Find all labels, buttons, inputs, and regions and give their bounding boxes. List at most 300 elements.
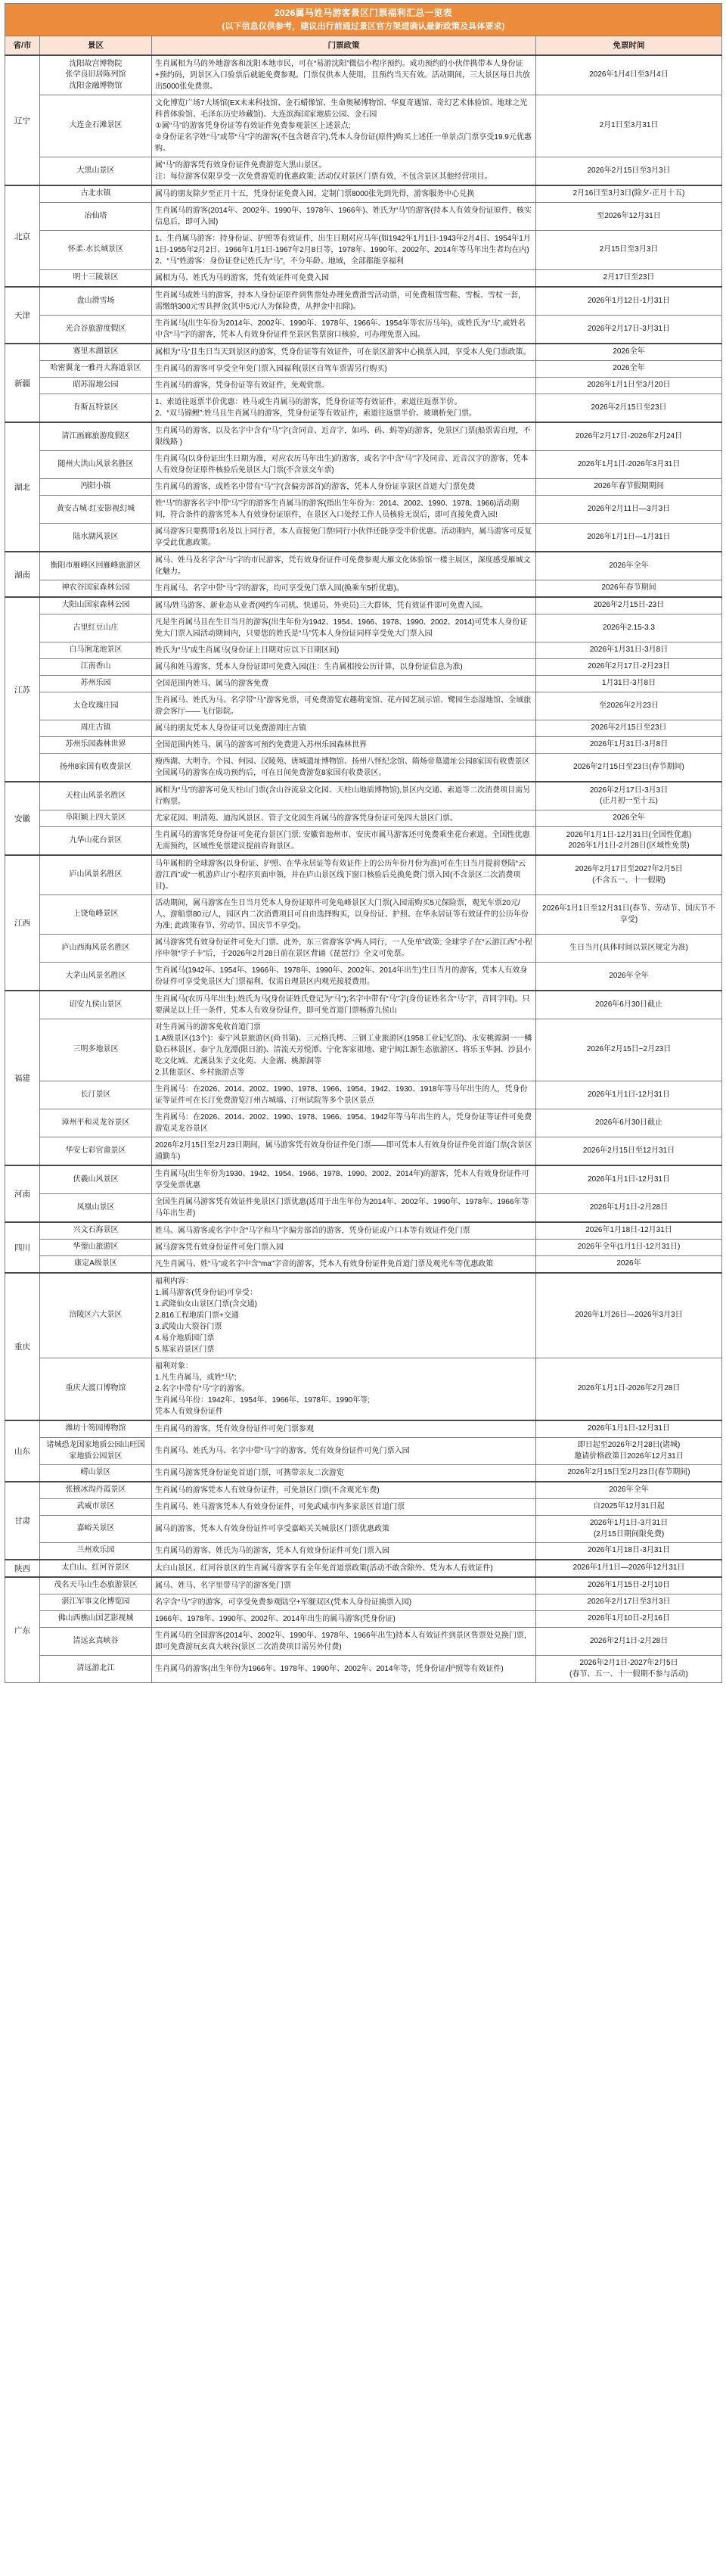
period-cell	[536, 935, 722, 963]
policy-line: 属马、姓马及名字含“马”字的市民游客，凭有效身份证件可免费参观大雁文化体验馆一楼主展区，深度感受雁城文化魅力。	[155, 556, 531, 577]
table-row	[5, 55, 722, 95]
scenic-cell	[40, 524, 152, 552]
table-row	[5, 810, 722, 827]
table-row	[5, 203, 722, 231]
period-line: 2026年1月15日-2月10日	[588, 1581, 670, 1590]
scenic-cell	[40, 1109, 152, 1137]
period-cell	[536, 496, 722, 524]
period-cell	[536, 231, 722, 270]
policy-cell	[152, 1165, 536, 1194]
scenic-line: 张掖冰沟丹霞景区	[65, 1486, 126, 1495]
policy-line: 太白山景区、红河谷景区的生肖属马游客享有全年免首道票政策(活动不敢含除外、凭为本人有效证件)	[155, 1564, 493, 1573]
policy-line: 属相为马、姓氏为马的游客，凭有效证件可免费入园	[155, 274, 329, 283]
period-line: 2026全年	[613, 347, 645, 356]
scenic-cell	[40, 895, 152, 935]
period-cell	[536, 754, 722, 782]
period-line: (春节、五一、十一假期不参与活动)	[569, 1669, 688, 1678]
scenic-line: 清江画廊旅游度假区	[61, 431, 130, 440]
policy-line: 1.属马游客(凭身份证)可享受：	[155, 1289, 257, 1298]
period-cell	[536, 157, 722, 186]
table-row	[5, 1499, 722, 1516]
policy-line: 凭本人有效身份证件	[155, 1408, 223, 1417]
policy-cell	[152, 810, 536, 827]
scenic-line: 凤凰山景区	[76, 1202, 115, 1212]
policy-line: 马年属相的全球游客(以身份证、护照、在华永居证等有效证件上的公历年份月份为准)可在生日当月提前登陆“云游江西”或“一机游庐山”小程序页面申领，并在庐山景区线下窗口核验后兑换免费门票入园(不含景区二次消费项目)。	[155, 860, 526, 891]
scenic-line: 衡阳市雁峰区回雁峰旅游区	[50, 561, 141, 570]
period-line: 2026年2月15日至23日(春节期间)	[573, 762, 684, 771]
policy-line: 属马/姓马游客、新业态从业者(网约车司机、快递员、外卖员)三大群体，凭有效证件即可免费入园。	[155, 602, 488, 611]
table-row	[5, 1273, 722, 1358]
policy-cell	[152, 95, 536, 157]
period-line: 2026年2月1日-2027年2月5日	[579, 1659, 678, 1668]
scenic-line: 古北水镇	[80, 189, 111, 198]
policy-cell	[152, 782, 536, 810]
scenic-cell	[40, 1165, 152, 1194]
period-cell	[536, 827, 722, 856]
scenic-line: 光合谷旅游度假区	[65, 324, 126, 333]
table-row	[5, 95, 722, 157]
period-line: 2026年2月17日-3月3日	[589, 786, 669, 795]
policy-line: 生肖属马：在2026、2014、2002、1990、1978、1966、1954、1942年等马年出生的人，凭身份证等证件可免费游览灵龙谷景区	[155, 1113, 532, 1134]
scenic-line: 昭苏湿地公园	[73, 381, 119, 390]
scenic-line: 上饶龟峰景区	[73, 910, 119, 919]
policy-line: 全国范围内姓马、属马的游客免费	[155, 680, 268, 689]
table-row	[5, 991, 722, 1019]
policy-cell	[152, 1499, 536, 1516]
policy-cell	[152, 552, 536, 580]
period-cell	[536, 1611, 722, 1628]
scenic-cell	[40, 1516, 152, 1543]
policy-cell	[152, 692, 536, 720]
policy-line: 属马的游客，凭本人有效身份证件可享受嘉峪关关城景区门票优惠政策	[155, 1525, 389, 1534]
scenic-cell	[40, 422, 152, 451]
period-cell	[536, 394, 722, 423]
policy-cell	[152, 1438, 536, 1465]
period-line: 2026年1月31日-3月8日	[589, 740, 669, 749]
province-cell: 福建	[5, 991, 40, 1165]
policy-line: 2.其他景区、乡村旅游点等	[155, 1069, 245, 1078]
policy-cell	[152, 1109, 536, 1137]
table-row	[5, 451, 722, 479]
period-cell	[536, 720, 722, 737]
title-line-1: 2026属马姓马游客景区门票福利汇总一览表	[275, 8, 452, 18]
scenic-cell	[40, 95, 152, 157]
policy-line: 全国生肖属马游客凭有效证件免景区门票优惠(适用于出生年份为2014年、2002年、1990年、1978年、1966年等马年出生者)	[155, 1198, 529, 1218]
policy-line: 全国范围内姓马、属马的游客可预约免费进入苏州乐园森林世界	[155, 741, 367, 750]
scenic-line: 华蓥山旅游区	[73, 1243, 119, 1252]
table-row	[5, 737, 722, 754]
policy-line: 生肖属相为马的外地游客和沈阳本地市民，可在“易游沈阳”微信小程序预约。成功预约的小伙伴携带本人身份证+预约码，到景区入口验票后就能免费参观。门票仅供本人使用，且预约当天有效。活动期间，三大景区每日共放出5000张免费票。	[155, 60, 530, 92]
scenic-cell	[40, 157, 152, 186]
policy-cell	[152, 1081, 536, 1109]
scenic-cell	[40, 1560, 152, 1577]
table-row	[5, 552, 722, 580]
scenic-line: 庐山风景名胜区	[69, 870, 123, 879]
period-line: 2026年2月15日至3月3日	[587, 166, 671, 175]
policy-cell	[152, 1420, 536, 1438]
policy-line: 5.墓家岩景区门票	[155, 1346, 215, 1355]
scenic-cell	[40, 720, 152, 737]
period-line: 2月15日至3月3日	[599, 245, 659, 254]
scenic-cell	[40, 1628, 152, 1656]
scenic-cell	[40, 1273, 152, 1358]
table-row	[5, 524, 722, 552]
scenic-cell	[40, 55, 152, 95]
policy-cell	[152, 963, 536, 991]
period-cell	[536, 1482, 722, 1499]
table-row	[5, 316, 722, 344]
table-row	[5, 1577, 722, 1594]
period-line: 2026年1月1日-12月31日(全国性优惠)	[566, 830, 692, 839]
period-line: 2026年2月17日至2027年2月5日	[575, 865, 683, 874]
scenic-cell	[40, 1482, 152, 1499]
period-line: 2026年2月15日至23日	[591, 403, 667, 412]
period-line: 2026年2月17日-2月23日	[588, 662, 670, 671]
table-row	[5, 692, 722, 720]
scenic-cell	[40, 394, 152, 423]
policy-cell	[152, 55, 536, 95]
policy-line: 2、“马”姓游客：身份证登记姓氏为“马”，不分年龄、地域，全部都能享福利	[155, 257, 404, 266]
scenic-line: 诸城恐龙国家地质公园山旺国家地质公园景区	[46, 1441, 145, 1461]
table-row	[5, 361, 722, 378]
policy-line: 福利对象：	[155, 1362, 193, 1371]
period-line: 2026年2.15-3.3	[603, 623, 655, 632]
policy-cell	[152, 422, 536, 451]
period-cell	[536, 1019, 722, 1081]
period-cell	[536, 552, 722, 580]
period-line: 2026年2月17日-2026年2月24日	[575, 431, 683, 440]
period-line: 2026全年	[613, 364, 645, 373]
policy-cell	[152, 287, 536, 316]
policy-line: 生肖属马的游客，凭有效身份证件可免门票参观	[155, 1425, 314, 1434]
scenic-line: 阜阳颍上四大景区	[65, 814, 126, 823]
scenic-line: 苏州乐园	[80, 679, 111, 688]
scenic-cell	[40, 1222, 152, 1240]
period-line: 2026年1月1日-12月31日	[588, 1424, 670, 1433]
period-cell	[536, 659, 722, 676]
policy-line: 文化博览广场7大场馆(EX未来科技馆、金石蜡像馆、生命奥秘博物馆、华夏奇遇馆、奇幻艺术体验馆、地球之光科普体验馆、毛泽东历史珍藏馆)、大连滨海国家地质公园、金石园	[155, 99, 528, 120]
policy-cell	[152, 827, 536, 856]
scenic-line: 涪陵区六大景区	[69, 1311, 123, 1320]
policy-cell	[152, 1577, 536, 1594]
province-cell: 四川	[5, 1222, 40, 1273]
policy-line: 生肖属马(1942年、1954年、1966年、1978年、1990年、2002年、2014年出生)生日当月的游客，凭本人有效身份证件可享受免景区大门票福利，仅需自理景区内观光接驳费用。	[155, 966, 528, 987]
policy-line: ①属“马”的游客凭身份证等有效证件免费参观景区上述景点;	[155, 122, 351, 131]
table-row	[5, 1438, 722, 1465]
scenic-cell	[40, 1256, 152, 1274]
period-cell	[536, 1560, 722, 1577]
period-cell	[536, 1628, 722, 1656]
scenic-line: 清远玄真峡谷	[73, 1636, 119, 1645]
period-cell	[536, 316, 722, 344]
policy-line: 生肖属马的游客凭身份证可免花台景区门票; 安徽省池州市、安庆市属马游客还可免费乘坐花台索道。全国性优惠无需预约，区域性免票建议提前咨询景区。	[155, 831, 530, 851]
period-cell	[536, 344, 722, 361]
scenic-cell	[40, 1656, 152, 1683]
table-row	[5, 1628, 722, 1656]
policy-cell	[152, 378, 536, 394]
period-line: 生日当月(具体时间以景区规定为准)	[569, 943, 688, 952]
policy-line: 3.武陵山大裂谷门票	[155, 1323, 222, 1332]
policy-line: 2.名字中带有“马”字的游客。	[155, 1385, 250, 1394]
scenic-line: 大茅山风景名胜区	[65, 971, 126, 980]
policy-line: 活动期间，属马游客在生日当月凭本人身份证原件可免龟峰景区大门票(入园需购买5元保险票，观光车票20元/人、游船票80元/人，园区内二次消费项目可自由选择购买，以身份证、护照、在华永居证等有效证件的公历年份为准; 此政策春节、劳动节、国庆节不享受)。	[155, 899, 529, 931]
period-cell	[536, 1420, 722, 1438]
province-cell: 河南	[5, 1165, 40, 1222]
table-row	[5, 1256, 722, 1274]
scenic-line: 沈阳金融博物馆	[69, 81, 123, 90]
scenic-cell	[40, 203, 152, 231]
table-row	[5, 378, 722, 394]
policy-line: 注：每位游客仅限享受一次免费游览的优惠政策; 活动仅对景区门票有效，不包含景区其他经营项目。	[155, 173, 492, 182]
province-cell: 江苏	[5, 597, 40, 782]
province-cell: 陕西	[5, 1560, 40, 1577]
policy-cell	[152, 361, 536, 378]
scenic-cell	[40, 597, 152, 614]
province-cell: 江西	[5, 855, 40, 991]
policy-cell	[152, 1543, 536, 1560]
period-cell	[536, 1577, 722, 1594]
period-line: 至2026年2月23日	[599, 701, 659, 710]
period-cell	[536, 185, 722, 203]
policy-line: 生肖属马的游客，或姓名中带有“马”字(含偏旁部首)的游客，凭本人身份证享景区首道大门票免费	[155, 483, 476, 492]
scenic-cell	[40, 659, 152, 676]
table-row	[5, 1656, 722, 1683]
period-cell	[536, 1109, 722, 1137]
table-title	[5, 4, 722, 36]
policy-line: 生肖属马或姓马的游客，持本人身份证原件到售票处办理免费滑雪活动票，可免费租赁雪鞋、雪板、雪杖一套，需缴纳300元雪具押金(其中5元/人为保险费，从押金中扣除)。	[155, 291, 526, 312]
period-cell	[536, 95, 722, 157]
policy-line: 生肖属马、名字中带“马”字的游客，均可享受免门票入园(换乘车5折优惠)。	[155, 584, 404, 593]
policy-line: 福利内容：	[155, 1277, 193, 1286]
scenic-line: 扬州8家国有收费景区	[59, 762, 132, 771]
policy-cell	[152, 754, 536, 782]
policy-line: 属马和姓马游客，凭本人身份证即可免费入园(注：生肖属相按公历计算，以身份证信息为准)	[155, 663, 463, 672]
table-row	[5, 1222, 722, 1240]
title-line-2: (以下信息仅供参考，建议出行前通过景区官方渠道确认最新政策及具体要求)	[222, 21, 505, 31]
policy-line: 属相为“马”的游客可免天柱山门票(含山谷流泉文化园、天柱山地质博物馆),景区内交通、索道等二次消费项目需另行购票。	[155, 786, 531, 807]
policy-cell	[152, 614, 536, 642]
scenic-line: 大阳山国家森林公园	[61, 601, 130, 610]
period-line: 2026年1月10日-2月16日	[588, 1614, 670, 1623]
policy-line: 凡生肖属马、姓“马”或名字中含“ma”字音的游客，凭本人有效身份证件免首道门票及观光车等优惠政策	[155, 1260, 494, 1269]
period-line: 2月16日至3月3日(除夕-正月十五)	[572, 189, 685, 198]
scenic-line: 华安七彩官畲景区	[65, 1146, 126, 1155]
policy-cell	[152, 1516, 536, 1543]
period-line: 邀请价格政策日2026年12月31日	[574, 1451, 684, 1461]
policy-line: 名字含“马”字的游客，可享受免费参观陆空+军舰双区(凭本人身份证换票入园)	[155, 1598, 412, 1607]
period-cell	[536, 361, 722, 378]
period-cell	[536, 378, 722, 394]
policy-cell	[152, 1628, 536, 1656]
policy-line: 生肖属马年份：1942年、1954年、1966年、1978年、1990年等;	[155, 1396, 371, 1405]
policy-line: ②身份证名字姓“马”或带“马”字的游客(不包含谐音字),凭本人身份证(原件)购买上述任一单景点门票享受19.9元优惠购。	[155, 133, 532, 154]
scenic-cell	[40, 185, 152, 203]
policy-line: 生肖属马(农历马年出生);姓氏为马(身份证姓氏登记为“马”);名字中带有“马”字(身份证姓名含“马”字，音同字同)。只要满足以上任一条件，凭本人有效身份证件，即可免首道门票畅游九侯山	[155, 995, 530, 1016]
period-line: 2026年1月31日-3月8日	[589, 646, 669, 655]
scenic-line: 伏羲山风景区	[73, 1174, 119, 1184]
scenic-line: 陆水湖风景区	[73, 532, 119, 541]
scenic-line: 随州大洪山风景名胜区	[57, 459, 134, 468]
scenic-line: 茂名天马山生态旅游景区	[54, 1581, 138, 1590]
policy-cell	[152, 1358, 536, 1421]
period-cell	[536, 810, 722, 827]
table-row	[5, 496, 722, 524]
scenic-line: 太仓玫瑰庄园	[73, 701, 119, 710]
period-cell	[536, 614, 722, 642]
policy-line: 属马游客凭有效身份证件可免门票入园	[155, 1243, 284, 1252]
province-cell: 重庆	[5, 1273, 40, 1420]
period-line: 2026年1月1日至3月20日	[587, 381, 671, 390]
table-row	[5, 642, 722, 659]
period-line: 2026年1月12日-1月31日	[588, 296, 670, 305]
policy-cell	[152, 1019, 536, 1081]
policy-cell	[152, 659, 536, 676]
scenic-cell	[40, 614, 152, 642]
policy-cell	[152, 203, 536, 231]
scenic-line: 张学良旧居陈列馆	[65, 70, 126, 79]
scenic-line: 黄安古城·红安影视幻城	[56, 504, 135, 513]
scenic-line: 潍坊十笏园博物馆	[65, 1424, 126, 1433]
scenic-line: 武威市景区	[76, 1502, 115, 1511]
table-row	[5, 614, 722, 642]
policy-line: 属马的朋友凭本人身份证可以免费游周庄古镇	[155, 724, 306, 733]
table-row	[5, 1516, 722, 1543]
scenic-cell	[40, 287, 152, 316]
period-cell	[536, 270, 722, 288]
scenic-cell	[40, 1465, 152, 1482]
policy-cell	[152, 1465, 536, 1482]
policy-line: 生肖属马的游客(2014年、2002年、1990年、1978年、1966年)、姓氏为“马”的游客(持本人有效身份证原件，核实信息后，即可入园)	[155, 207, 532, 227]
period-line: 2026年1月1日-2026年3月31日	[577, 459, 681, 468]
scenic-line: 佛山西樵山国艺影视城	[57, 1614, 134, 1623]
scenic-line: 哈密翼龙一雅丹大海道景区	[50, 364, 141, 373]
policy-line: 姓马、属马游客或名字中含“马字和马”字偏旁部首的游客，凭身份证或户口本等有效证件免门票	[155, 1227, 470, 1236]
period-cell	[536, 1499, 722, 1516]
policy-line: 属马游客只要携带1名及以上同行者，本人直接免门票!同行小伙伴还能享受半价优惠。活动期内，属马游客可反复享受此优惠政策。	[155, 527, 532, 548]
scenic-line: 太白山、红河谷景区	[61, 1563, 130, 1573]
table-row	[5, 1465, 722, 1482]
policy-line: 生肖属马的游客可享受全年免门票入园福利(景区自驾车票需另行购买)	[155, 365, 387, 374]
policy-cell	[152, 157, 536, 186]
policy-cell	[152, 1222, 536, 1240]
period-line: 2026年全年	[609, 1486, 649, 1495]
period-line: 2026年2月15日至23日	[591, 723, 667, 733]
scenic-cell	[40, 692, 152, 720]
scenic-cell	[40, 1438, 152, 1465]
period-cell	[536, 1222, 722, 1240]
policy-line: 尤家花园、明清苑、迪沟风景区、管子文化园生肖属马的游客凭身份证可免四大景区门票。	[155, 814, 458, 823]
table-row	[5, 935, 722, 963]
scenic-cell	[40, 676, 152, 692]
period-cell	[536, 1240, 722, 1256]
policy-line: 属“马”的游客凭有效身份证件免费游览大黑山景区。	[155, 161, 327, 170]
period-line: 2026年2月17日至3月3日	[587, 1598, 671, 1607]
period-cell	[536, 676, 722, 692]
policy-line: 生肖属马、姓马游客凭本人有效身份证件，可免武威市内多家景区首道门票	[155, 1503, 405, 1512]
period-line: 2月1日至3月31日	[599, 121, 659, 130]
policy-cell	[152, 935, 536, 963]
column-header-province: 省/市	[5, 36, 40, 55]
policy-line: 生肖属马：在2026、2014、2002、1990、1978、1966、1954、1942、1930、1918年等马年出生的人，凭身份证等证件可在长汀免费游览汀州古城墙、汀州试院等多个景区景点	[155, 1085, 528, 1106]
scenic-line: 清远游北江	[76, 1664, 115, 1673]
period-line: 2026年1月1日—2026年12月31日	[572, 1563, 685, 1573]
table-row	[5, 1611, 722, 1628]
table-row	[5, 1420, 722, 1438]
policy-line: 生肖属马的游客凭本人有效身份证件，可免景区门票(不含观光车费)	[155, 1486, 380, 1495]
table-row	[5, 754, 722, 782]
period-cell	[536, 1137, 722, 1166]
scenic-line: 白马涧龙池景区	[69, 646, 123, 655]
policy-cell	[152, 1611, 536, 1628]
scenic-cell	[40, 496, 152, 524]
policy-cell	[152, 1256, 536, 1274]
table-row	[5, 231, 722, 270]
scenic-cell	[40, 810, 152, 827]
period-line: 2026年春节假期期间	[594, 482, 664, 491]
policy-line: 1.武隆仙女山景区门票(含交通)	[155, 1300, 257, 1309]
period-line: 2026年2月15日-23日	[593, 601, 665, 610]
policy-line: 2、“双马锦鲤”:姓马且生肖属马的游客，凭身份证等有效证件，索道往返票半价、玻璃桥免门票。	[155, 409, 476, 418]
period-line: 2026年1月1日-3月31日	[589, 1519, 669, 1528]
policy-line: 1.A级景区(13个)：泰宁风景旅游区(尚书第)、三元格氏栲、三钢工业旅游区(1958工业记忆馆)、永安桃源洞一一鳞隐石林景区、泰宁九龙潭(限日游)、清流天芳悦潭、宁化客家祖地、建宁闽江源生态旅游区、将乐玉华洞、沙县小吃文化城、尤溪县朱子文化苑、大金湖、桃源洞等	[155, 1034, 532, 1066]
scenic-cell	[40, 1543, 152, 1560]
policy-cell	[152, 1594, 536, 1611]
column-header-scenic: 景区	[40, 36, 152, 55]
period-cell	[536, 1438, 722, 1465]
period-line: 即日起至2026年2月28日(诸城)	[577, 1441, 681, 1450]
period-cell	[536, 963, 722, 991]
scenic-line: 兴文石海景区	[73, 1226, 119, 1235]
table-row	[5, 287, 722, 316]
province-cell: 辽宁	[5, 55, 40, 185]
period-line: 2026年1月1日-2月28日(区域性免票)	[568, 842, 690, 851]
scenic-cell	[40, 754, 152, 782]
policy-line: 生肖属马、姓氏为马、名字中带“马”字的游客，凭有效身份证件可免门票入园	[155, 1447, 410, 1456]
scenic-cell	[40, 361, 152, 378]
period-line: 2026年1月4日至3月4日	[589, 70, 669, 79]
column-header-row	[5, 36, 722, 55]
policy-cell	[152, 496, 536, 524]
scenic-cell	[40, 580, 152, 598]
scenic-cell	[40, 782, 152, 810]
period-line: 2026年1月1日-12月31日	[588, 1090, 670, 1099]
table-row	[5, 1165, 722, 1194]
column-header-period: 免票时间	[536, 36, 722, 55]
policy-line: 属马游客凭有效身份证件可免大门票。此外，东三省游客享“两人同行，一人免单”政策; 全球学子在“云游江西”小程序申领“学子卡”后，于2026年2月28日前在景区背诵《琵琶行》全文可免票。	[155, 938, 532, 959]
scenic-cell	[40, 378, 152, 394]
scenic-line: 沔阳小镇	[80, 482, 111, 491]
table-row	[5, 855, 722, 895]
scenic-cell	[40, 1019, 152, 1081]
policy-line: 1、生肖属马游客：持身份证、护照等有效证件，出生日期对应马年(如1942年1月1日-1943年2月4日、1954年1月1日-1955年2月2日、1966年1月1日-1967年2月8日等，1978年、1990年、2002年、2014年等马年出生者均在内)	[155, 235, 531, 255]
scenic-cell	[40, 935, 152, 963]
scenic-line: 神农谷国家森林公园	[61, 583, 130, 593]
table-row	[5, 344, 722, 361]
table-row	[5, 157, 722, 186]
scenic-line: 漳州平和灵龙谷景区	[61, 1118, 130, 1127]
period-line: 2月17日至23日	[603, 273, 655, 282]
policy-cell	[152, 642, 536, 659]
period-cell	[536, 1358, 722, 1421]
period-cell	[536, 1516, 722, 1543]
period-line: (不含五一、十一假期)	[592, 876, 666, 885]
policy-cell	[152, 1560, 536, 1577]
period-line: (正月初一至十五)	[600, 797, 658, 806]
policy-line: 生肖属马(出生年份为2014年、2002年、1990年、1978年、1966年、1954年等农历马年)，或姓氏为“马”,或姓名中含“马”字的游客，凭本人有效身份证件至景区售票窗口核验，可办理免票入园。	[155, 319, 526, 340]
policy-line: 姓“马”的游客名字中带“马”字的游客生肖属马的游客(指出生年份为：2014、2002、1990、1978、1966)活动期间，符合条件的游客凭本人有效身份证原件，在景区入口处经工作人员核验无误后，即可直接免费入园!	[155, 499, 520, 520]
scenic-cell	[40, 1577, 152, 1594]
policy-cell	[152, 720, 536, 737]
